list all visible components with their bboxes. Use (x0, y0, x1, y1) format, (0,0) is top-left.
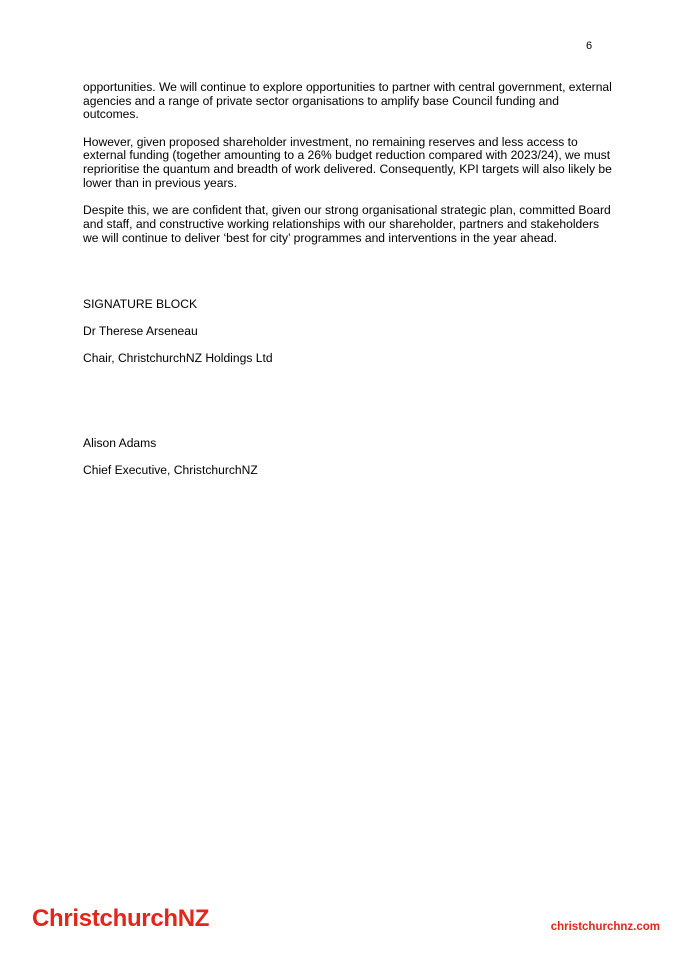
signatory-2-name: Alison Adams (83, 436, 157, 450)
signatory-2-title: Chief Executive, ChristchurchNZ (83, 463, 258, 477)
christchurchnz-logo: ChristchurchNZ (32, 905, 210, 932)
footer-website-url: christchurchnz.com (550, 921, 660, 933)
signature-block-heading: SIGNATURE BLOCK (83, 297, 198, 311)
signatory-1-title: Chair, ChristchurchNZ Holdings Ltd (83, 351, 273, 365)
paragraph-2: However, given proposed shareholder investment, no remaining reserves and less access to external funding (together amounting to a 26% budget reduction compared with 2023/24), we must reprioritise the quantum and breadth of work delivered. Consequently, KPI targets will also likely be lower than in previous years. (83, 134, 612, 190)
paragraph-3: Despite this, we are confident that, given our strong organisational strategic plan, committed Board and staff, and constructive working relationships with our shareholder, partners and stakeholders we will continue to deliver ‘best for city’ programmes and interventions in the year ahead. (83, 203, 611, 245)
signatory-1-name: Dr Therese Arseneau (83, 324, 198, 338)
page-number: 6 (586, 40, 593, 52)
paragraph-1: opportunities. We will continue to explore opportunities to partner with central government, external agencies and a range of private sector organisations to amplify base Council funding and outcomes. (83, 80, 612, 122)
body-text (83, 81, 613, 259)
